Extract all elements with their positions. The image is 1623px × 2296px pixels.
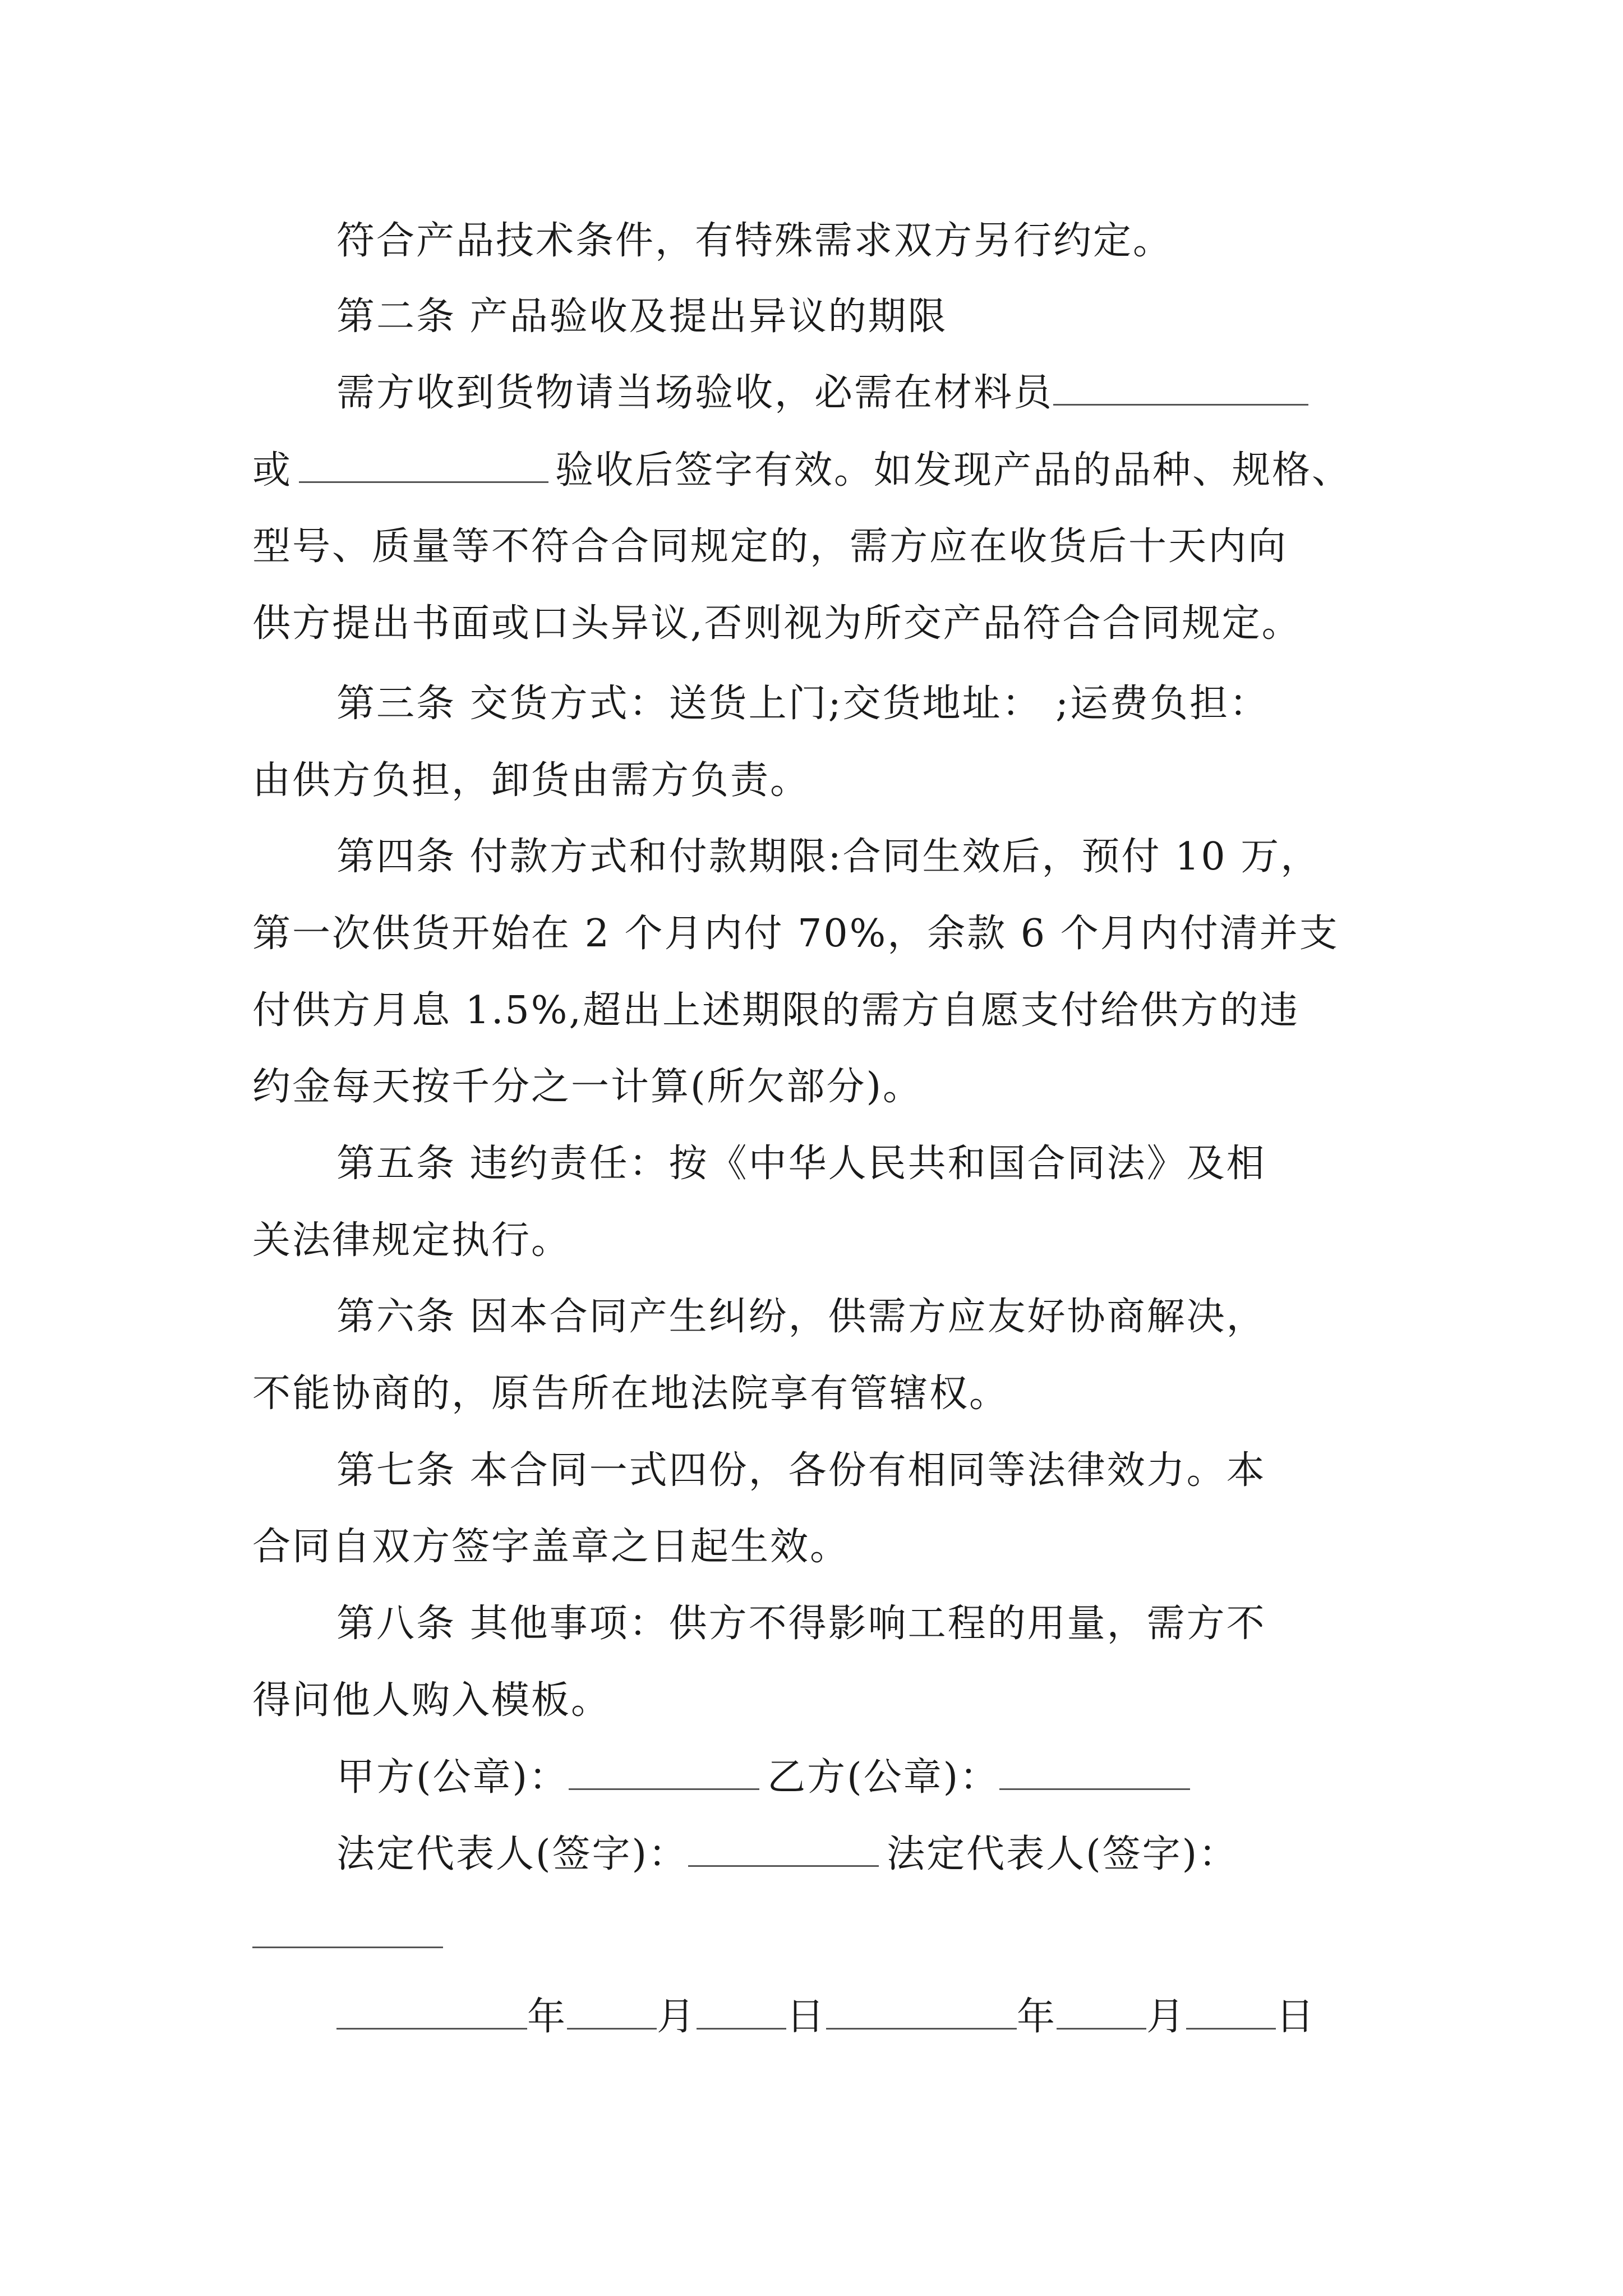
party-a-label: 甲方(公章)： [336, 1755, 569, 1800]
text-line: 第一次供货开始在 2 个月内付 70%，余款 6 个月内付清并支 [252, 912, 1339, 956]
day-label: 日 [786, 1995, 827, 2039]
year-label: 年 [1017, 1995, 1057, 2039]
year-label: 年 [527, 1995, 568, 2039]
inspector-blank[interactable] [299, 442, 548, 483]
article-6-line: 第六条 因本合同产生纠纷，供需方应友好协商解决， [336, 1295, 1266, 1339]
party-b-seal-blank[interactable] [999, 1749, 1190, 1790]
rep-a-sign-blank[interactable] [688, 1826, 879, 1867]
month-label: 月 [1146, 1995, 1187, 2039]
month-label: 月 [657, 1995, 697, 2039]
text-line: 由供方负担，卸货由需方负责。 [252, 758, 810, 803]
text-line: 付供方月息 1.5%,超出上述期限的需方自愿支付给供方的违 [252, 988, 1299, 1033]
text-segment: 验收后签字有效。如发现产品的品种、规格、 [555, 448, 1352, 493]
rep-b-sign-blank[interactable] [252, 1947, 443, 1948]
text-line: 合同自双方签字盖章之日起生效。 [252, 1525, 850, 1569]
party-a-seal-blank[interactable] [569, 1749, 759, 1790]
text-segment: 或 [252, 448, 293, 493]
text-line [336, 365, 1308, 421]
article-4-line: 第四条 付款方式和付款期限:合同生效后，预付 10 万， [336, 835, 1321, 879]
year-a-blank[interactable] [336, 1989, 527, 2030]
article-7-line: 第七条 本合同一式四份，各份有相同等法律效力。本 [336, 1448, 1266, 1493]
text-line [252, 442, 1352, 498]
material-clerk-blank[interactable] [1053, 365, 1308, 406]
party-b-label: 乙方(公章)： [767, 1755, 1000, 1800]
party-seal-line [336, 1749, 1190, 1805]
text-line: 关法律规定执行。 [252, 1218, 571, 1263]
month-a-blank[interactable] [567, 1989, 657, 2030]
day-label: 日 [1276, 1995, 1316, 2039]
rep-b-label: 法定代表人(签字)： [887, 1832, 1239, 1876]
text-line: 得问他人购入模板。 [252, 1678, 611, 1723]
text-line: 约金每天按千分之一计算(所欠部分)。 [252, 1065, 923, 1109]
month-b-blank[interactable] [1057, 1989, 1146, 2030]
article-2-heading: 第二条 产品验收及提出异议的期限 [336, 295, 948, 339]
day-a-blank[interactable] [697, 1989, 786, 2030]
text-line: 型号、质量等不符合合同规定的，需方应在收货后十天内向 [252, 524, 1288, 569]
text-line: 不能协商的，原告所在地法院享有管辖权。 [252, 1372, 1009, 1416]
article-8-line: 第八条 其他事项：供方不得影响工程的用量，需方不 [336, 1602, 1266, 1646]
article-3-line: 第三条 交货方式：送货上门;交货地址： ;运费负担： [336, 682, 1270, 726]
text-segment: 需方收到货物请当场验收，必需在材料员 [336, 371, 1054, 415]
day-b-blank[interactable] [1186, 1989, 1276, 2030]
year-b-blank[interactable] [826, 1989, 1017, 2030]
text-line: 供方提出书面或口头异议,否则视为所交产品符合合同规定。 [252, 601, 1302, 646]
rep-a-label: 法定代表人(签字)： [336, 1832, 689, 1876]
representative-line [336, 1826, 1238, 1882]
article-5-line: 第五条 违约责任：按《中华人民共和国合同法》及相 [336, 1142, 1266, 1186]
text-line: 符合产品技术条件，有特殊需求双方另行约定。 [336, 219, 1173, 263]
date-line [336, 1989, 1316, 2045]
